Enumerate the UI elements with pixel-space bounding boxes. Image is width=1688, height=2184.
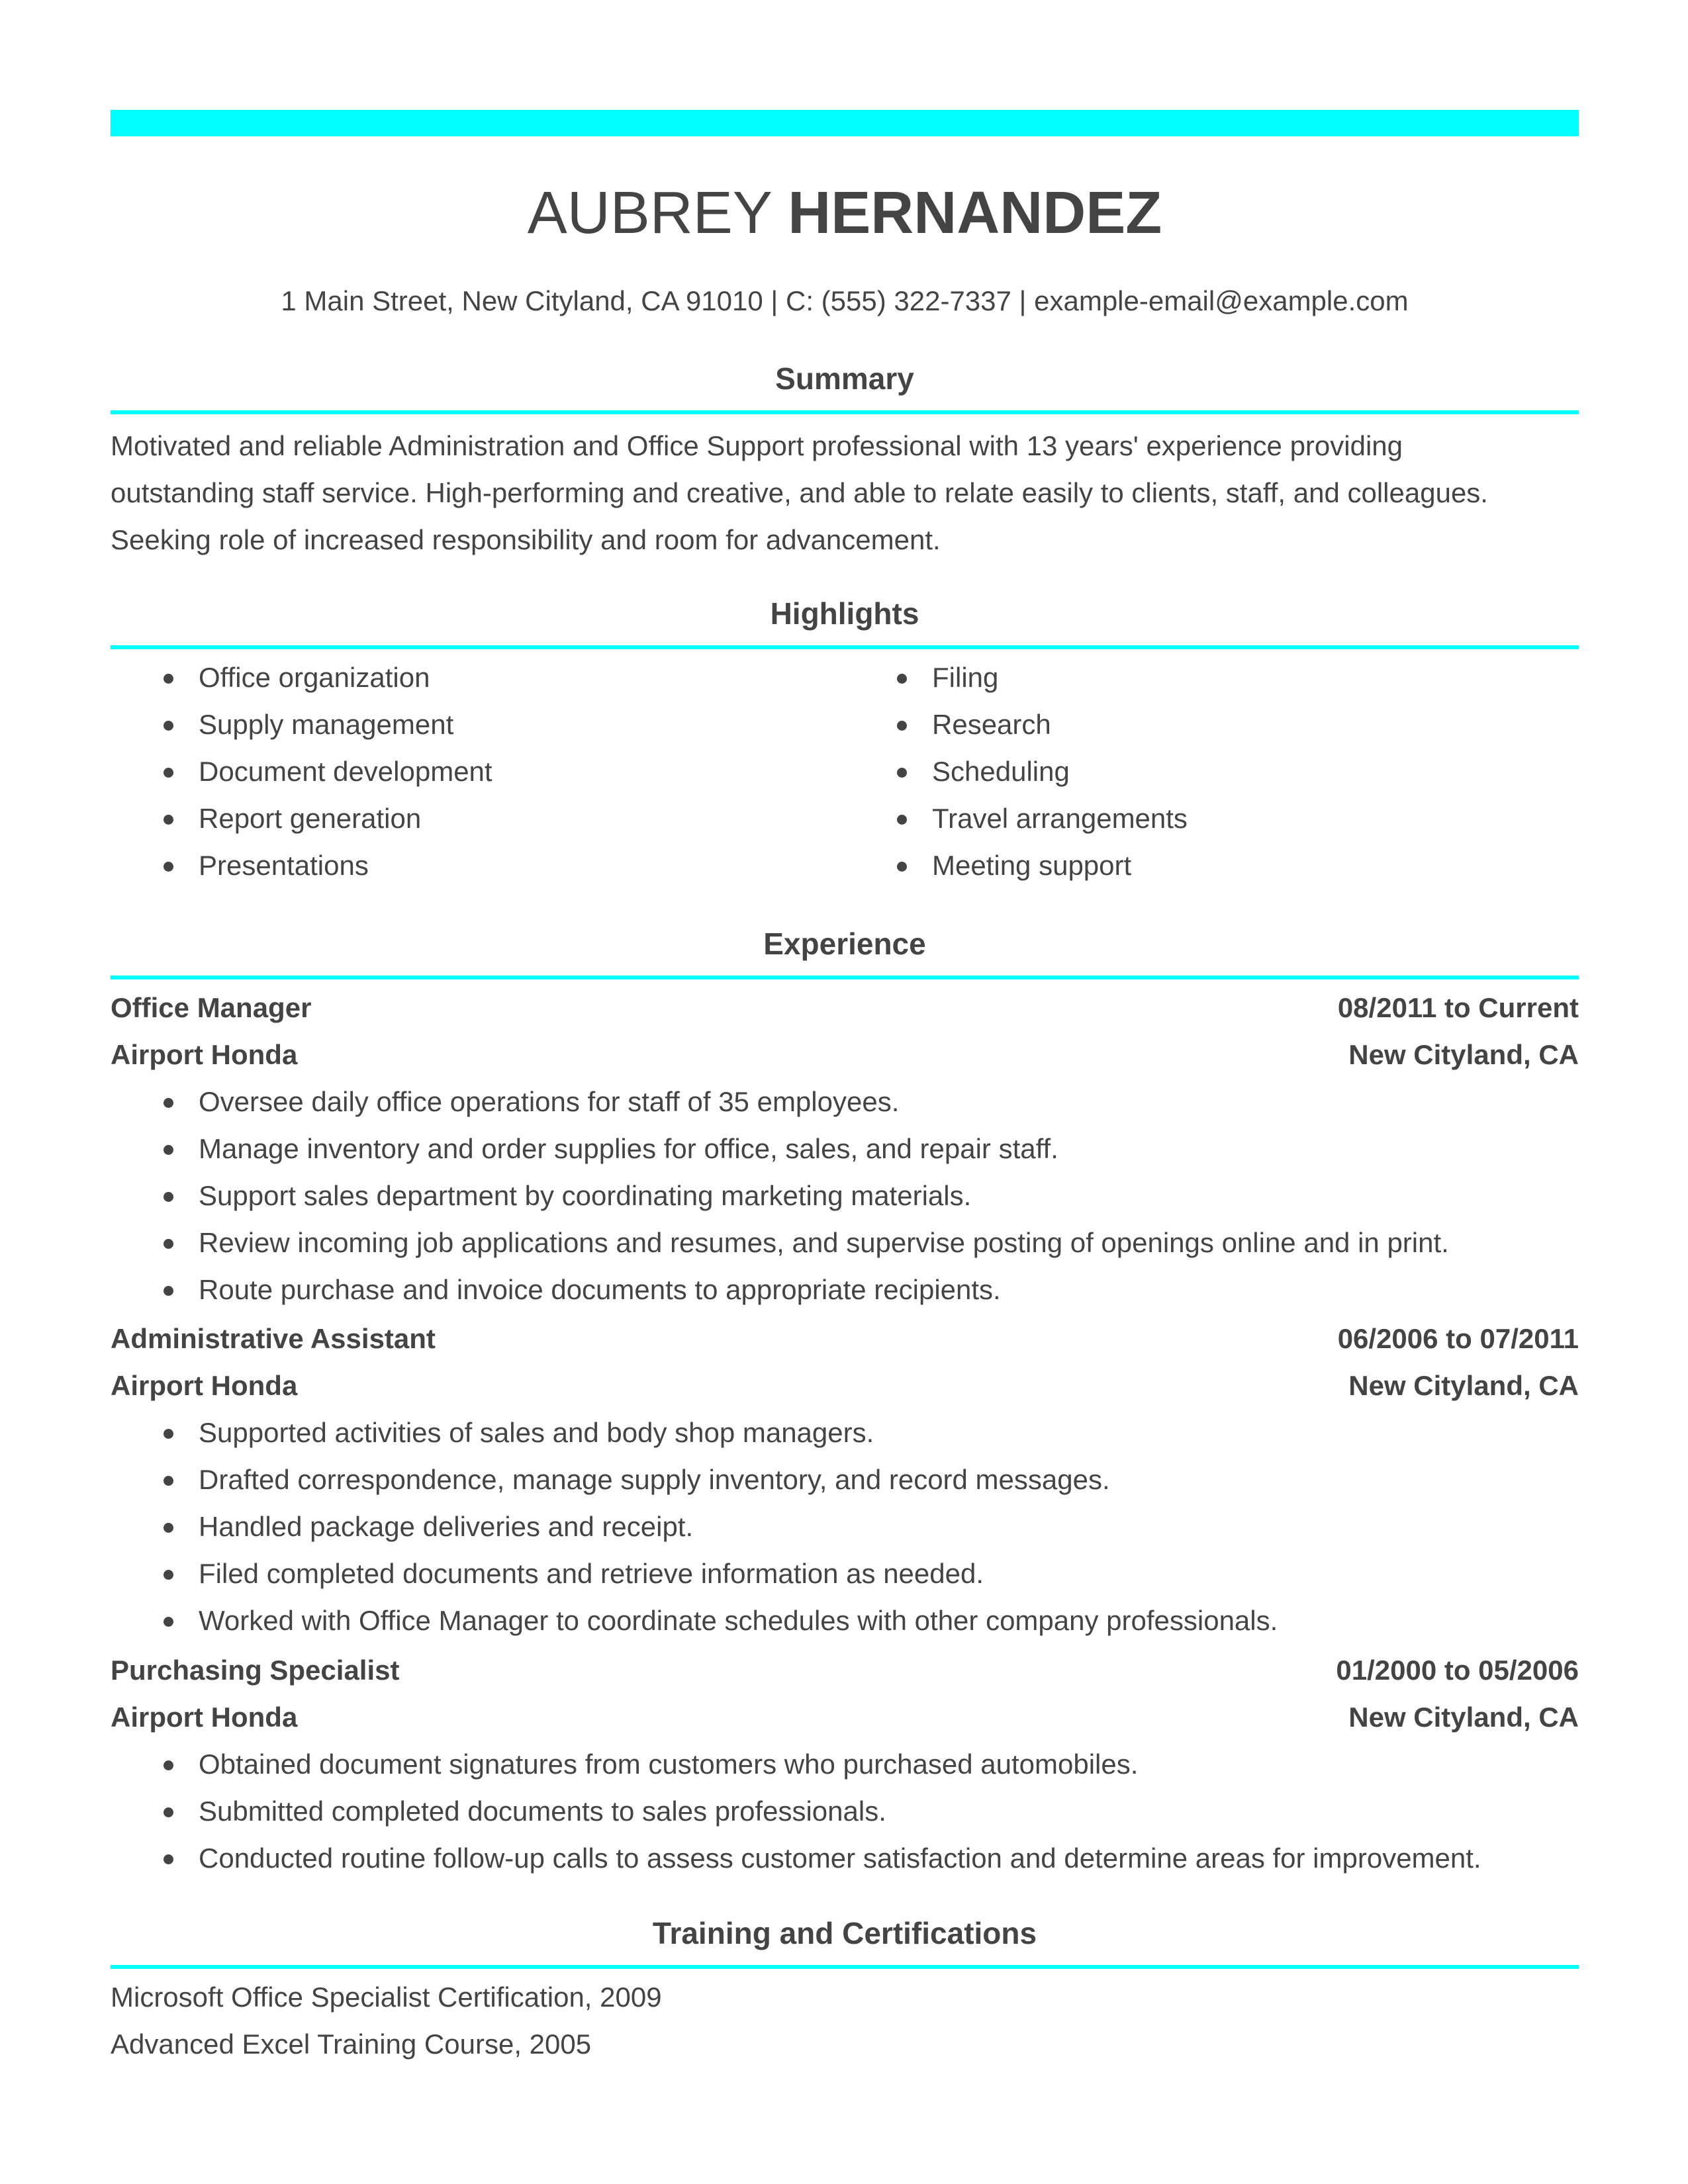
list-item: Support sales department by coordinating marketing materials. [111, 1172, 1579, 1219]
list-item: Research [844, 701, 1572, 748]
list-item: Handled package deliveries and receipt. [111, 1503, 1579, 1550]
contact-line: 1 Main Street, New Cityland, CA 91010 | C: (555) 322-7337 | example-email@example.com [281, 285, 1409, 316]
list-item: Submitted completed documents to sales professionals. [111, 1788, 1579, 1835]
last-name: HERNANDEZ [788, 180, 1162, 246]
list-item: Filed completed documents and retrieve information as needed. [111, 1550, 1579, 1597]
job-location: New Cityland, CA [1348, 1370, 1579, 1401]
job-title-row [111, 1647, 1579, 1694]
job-location: New Cityland, CA [1348, 1702, 1579, 1733]
highlights-left-list [111, 654, 839, 889]
list-item: Report generation [111, 795, 839, 842]
list-item: Travel arrangements [844, 795, 1572, 842]
job-bullets [111, 1409, 1579, 1644]
job-location: New Cityland, CA [1348, 1039, 1579, 1070]
experience-rule [111, 976, 1579, 979]
resume-page [111, 0, 1579, 2184]
highlights-right-list [844, 654, 1572, 889]
list-item: Presentations [111, 842, 839, 889]
summary-line: Motivated and reliable Administration and Office Support professional with 13 years' experience providing [111, 430, 1403, 461]
summary-line: Seeking role of increased responsibility and room for advancement. [111, 524, 941, 555]
list-item: Filing [844, 654, 1572, 701]
job-title: Purchasing Specialist [111, 1655, 400, 1686]
certification-item: Microsoft Office Specialist Certification, 2009 [111, 1981, 662, 2013]
list-item: Document development [111, 748, 839, 795]
first-name: AUBREY [527, 180, 772, 246]
job-company: Airport Honda [111, 1039, 298, 1070]
list-item: Obtained document signatures from customers who purchased automobiles. [111, 1741, 1579, 1788]
summary-text [111, 422, 1579, 563]
header-accent-bar [111, 110, 1579, 136]
list-item: Drafted correspondence, manage supply inventory, and record messages. [111, 1456, 1579, 1503]
job-dates: 01/2000 to 05/2006 [1336, 1655, 1579, 1686]
job-bullets [111, 1741, 1579, 1882]
training-heading: Training and Certifications [652, 1916, 1037, 1950]
list-item: Manage inventory and order supplies for office, sales, and repair staff. [111, 1125, 1579, 1172]
list-item: Conducted routine follow-up calls to assess customer satisfaction and determine areas for improvement. [111, 1835, 1579, 1882]
job-title: Administrative Assistant [111, 1323, 436, 1354]
job-dates: 06/2006 to 07/2011 [1337, 1323, 1579, 1354]
job-entry [111, 1647, 1579, 1882]
list-item: Route purchase and invoice documents to appropriate recipients. [111, 1266, 1579, 1313]
job-company: Airport Honda [111, 1370, 298, 1401]
summary-line: outstanding staff service. High-performing and creative, and able to relate easily to clients, staff, and colleagues. [111, 477, 1488, 508]
highlights-heading: Highlights [770, 596, 919, 631]
job-entry [111, 1315, 1579, 1644]
job-entry [111, 984, 1579, 1313]
list-item: Meeting support [844, 842, 1572, 889]
list-item: Scheduling [844, 748, 1572, 795]
job-company: Airport Honda [111, 1702, 298, 1733]
list-item: Office organization [111, 654, 839, 701]
list-item: Worked with Office Manager to coordinate schedules with other company professionals. [111, 1597, 1579, 1644]
job-company-row [111, 1362, 1579, 1409]
job-company-row [111, 1031, 1579, 1078]
list-item: Supply management [111, 701, 839, 748]
job-title: Office Manager [111, 992, 312, 1023]
summary-rule [111, 410, 1579, 414]
experience-heading: Experience [763, 927, 926, 961]
candidate-name [111, 173, 1579, 253]
job-dates: 08/2011 to Current [1337, 992, 1579, 1023]
list-item: Supported activities of sales and body shop managers. [111, 1409, 1579, 1456]
list-item: Oversee daily office operations for staff of 35 employees. [111, 1078, 1579, 1125]
summary-heading: Summary [775, 361, 914, 396]
list-item: Review incoming job applications and resumes, and supervise posting of openings online and in print. [111, 1219, 1579, 1266]
highlights-rule [111, 645, 1579, 649]
job-bullets [111, 1078, 1579, 1313]
job-title-row [111, 1315, 1579, 1362]
certification-item: Advanced Excel Training Course, 2005 [111, 2028, 592, 2060]
job-title-row [111, 984, 1579, 1031]
job-company-row [111, 1694, 1579, 1741]
training-rule [111, 1965, 1579, 1969]
